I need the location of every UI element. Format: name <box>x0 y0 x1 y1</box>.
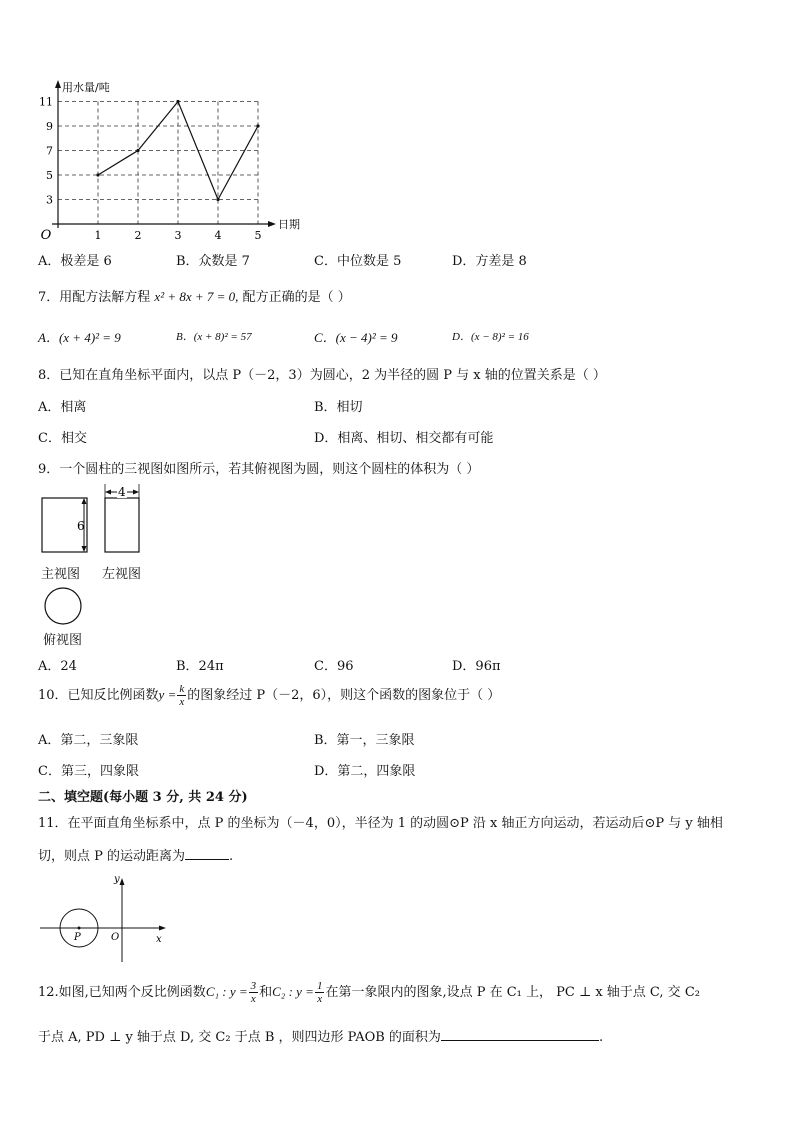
origin-label: O <box>40 228 52 243</box>
q10-option-b[interactable]: B．第一，三象限 <box>314 733 415 748</box>
y-arrow-icon <box>120 878 125 885</box>
q7-stem <box>38 286 351 305</box>
x-tick-4: 4 <box>214 229 222 242</box>
q8-option-c[interactable]: C．相交 <box>38 431 87 446</box>
q10-stem <box>38 683 500 708</box>
chart-labels <box>39 80 300 243</box>
center-point <box>78 927 81 930</box>
q9-option-b[interactable]: B．24π <box>176 659 224 674</box>
x-label: x <box>156 934 162 945</box>
water-usage-chart <box>30 74 300 246</box>
x-tick-5: 5 <box>254 229 262 242</box>
width-label: 4 <box>118 485 126 499</box>
q12-line2: 于点 A, PD ⊥ y 轴于点 D, 交 C₂ 于点 B ，则四边形 PAOB 的面积为 . <box>38 1030 604 1045</box>
y-label: y <box>114 874 120 885</box>
x-tick-1: 1 <box>94 229 102 242</box>
q12-c2-fraction: $\frac{1}{x}$ <box>316 980 323 1005</box>
x-tick-3: 3 <box>174 229 182 242</box>
q11-line2-text: 切，则点 P 的运动距离为 <box>38 849 186 864</box>
y-tick-9: 9 <box>46 120 53 133</box>
q8-option-d[interactable]: D．相离、相切、相交都有可能 <box>314 431 494 446</box>
top-view-circle <box>43 586 85 628</box>
q7-option-d[interactable]: D．(x − 8)² = 16 <box>452 331 529 343</box>
q10-stem-prefix: 10．已知反比例函数 <box>38 688 159 703</box>
left-view-label: 左视图 <box>102 567 142 582</box>
y-tick-11: 11 <box>39 95 53 109</box>
q9-option-a[interactable]: A．24 <box>38 659 77 674</box>
x-tick-2: 2 <box>134 229 142 242</box>
y-axis-arrow-icon <box>55 80 61 88</box>
top-view-label: 俯视图 <box>43 633 83 648</box>
q9-option-d[interactable]: D．96π <box>452 659 501 674</box>
y-tick-7: 7 <box>46 144 53 158</box>
data-point-2 <box>136 149 139 152</box>
section-title: 二、填空题(每小题 3 分, 共 24 分) <box>38 790 248 805</box>
q11-line2: 切，则点 P 的运动距离为 . <box>38 849 234 864</box>
q7-option-c[interactable]: C．(x − 4)² = 9 <box>314 330 398 345</box>
arrow-up-icon <box>82 498 87 504</box>
x-arrow-icon <box>159 926 166 931</box>
left-view-rect <box>105 498 139 552</box>
data-point-1 <box>96 173 99 176</box>
y-tick-3: 3 <box>46 193 53 207</box>
q11-figure <box>36 870 176 966</box>
chart-grid <box>58 102 258 225</box>
q12-c2: C₂ : y = <box>272 984 314 999</box>
q12-rest1: 在第一象限内的图象,设点 P 在 C₁ 上， PC ⊥ x 轴于点 C, 交 C₂ <box>325 985 700 1000</box>
q8-option-a[interactable]: A．相离 <box>38 400 87 415</box>
q10-option-a[interactable]: A．第二，三象限 <box>38 733 139 748</box>
q7-equation: x² + 8x + 7 = 0, <box>154 289 239 304</box>
data-point-3 <box>176 100 179 103</box>
q10-fraction: $\frac{k}{x}$ <box>179 683 185 708</box>
q6-option-c[interactable]: C．中位数是 5 <box>314 254 402 269</box>
q12-line1: 12.如图,已知两个反比例函数C₁ : y = $\frac{3}{x}$ 和C₂ : y = $\frac{1}{x}$ 在第一象限内的图象,设点 P 在 C₁ 上， PC ⊥ x 轴于点 C, 交 C₂ <box>38 980 700 1005</box>
q12-line2-text: 于点 A, PD ⊥ y 轴于点 D, 交 C₂ 于点 B ，则四边形 PAOB 的面积为 <box>38 1030 441 1045</box>
q11-line1: 11．在平面直角坐标系中，点 P 的坐标为（－4，0），半径为 1 的动圆⊙P 沿 x 轴正方向运动，若运动后⊙P 与 y 轴相 <box>38 816 723 831</box>
q11-answer-blank[interactable] <box>185 859 229 860</box>
q12-c1-fraction: $\frac{3}{x}$ <box>250 980 257 1005</box>
q8-option-b[interactable]: B．相切 <box>314 400 363 415</box>
q7-option-a[interactable]: A．(x + 4)² = 9 <box>38 330 121 345</box>
y-tick-5: 5 <box>46 169 53 182</box>
q12-answer-blank[interactable] <box>441 1040 599 1041</box>
q6-option-b[interactable]: B．众数是 7 <box>176 254 250 269</box>
arrow-right-icon <box>133 490 139 495</box>
arrow-left-icon <box>105 490 111 495</box>
q9-option-c[interactable]: C．96 <box>314 659 354 674</box>
q12-c1: C₁ : y = <box>205 984 248 999</box>
y-axis-label: 用水量/吨 <box>62 81 110 94</box>
q6-option-d[interactable]: D．方差是 8 <box>452 254 527 269</box>
p-label: P <box>74 932 81 943</box>
x-axis-arrow-icon <box>268 221 276 227</box>
front-view-label: 主视图 <box>41 567 81 582</box>
q8-stem: 8．已知在直角坐标平面内，以点 P（－2，3）为圆心，2 为半径的圆 P 与 x 轴的位置关系是（ ） <box>38 368 606 383</box>
data-point-5 <box>256 124 259 127</box>
q9-stem: 9．一个圆柱的三视图如图所示，若其俯视图为圆，则这个圆柱的体积为（ ） <box>38 462 480 477</box>
q6-option-a[interactable]: A．极差是 6 <box>38 254 112 269</box>
q12-prefix: 12.如图,已知两个反比例函数 <box>38 985 206 1000</box>
q7-stem-suffix: 配方正确的是（ ） <box>242 290 351 305</box>
x-axis-label: 日期 <box>278 218 300 231</box>
origin-label: O <box>111 932 120 943</box>
q10-stem-suffix: 的图象经过 P（－2，6），则这个函数的图象位于（ ） <box>187 688 501 703</box>
q10-func-var: y = <box>158 687 177 702</box>
q7-stem-prefix: 7．用配方法解方程 <box>38 290 151 305</box>
data-point-4 <box>216 198 219 201</box>
q7-option-b[interactable]: B．(x + 8)² = 57 <box>176 331 252 343</box>
q10-option-c[interactable]: C．第三，四象限 <box>38 764 139 779</box>
arrow-down-icon <box>82 546 87 552</box>
q10-option-d[interactable]: D．第二，四象限 <box>314 764 416 779</box>
height-label: 6 <box>77 519 85 533</box>
